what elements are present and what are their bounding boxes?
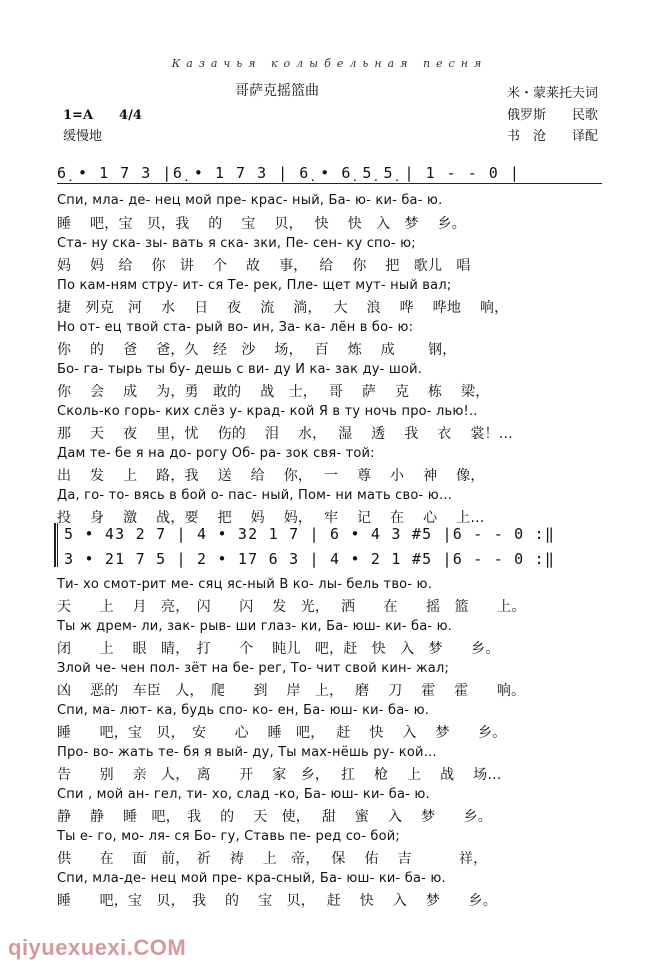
lyric-line: Спи, мла-де- нец мой пре- кра-сный, Ба- юш- ки- ба- ю.	[57, 871, 446, 886]
lyric-line: Но от- ец твой ста- рый во- ин, За- ка- лён в бо- ю:	[57, 320, 414, 335]
lyric-line: 睡 吧，宝 贝，我 的 宝 贝， 快 快 入 梦 乡。	[57, 216, 466, 232]
lyric-line: 供 在 面 前， 祈 祷 上 帝， 保 佑 吉 祥，	[57, 851, 488, 867]
origin-credit: 俄罗斯 民歌	[507, 108, 599, 123]
lyric-line: 睡 吧，宝 贝， 我 的 宝 贝， 赶 快 入 梦 乡。	[57, 893, 497, 909]
notation-line-3: 3 • 21 7 5 | 2 • 17 6 3 | 4 • 2 1 #5 |6 - - 0 :‖	[64, 550, 556, 568]
arranger-credit: 书 沧 译配	[507, 129, 599, 144]
lyric-line: Спи, мла- де- нец мой пре- крас- ный, Ба- ю- ки- ба- ю.	[57, 193, 443, 208]
lyric-line: Про- во- жать те- бя я вый- ду, Ты мах-нёшь ру- кой…	[57, 745, 437, 760]
lyric-line: 投 身 激 战，要 把 妈 妈， 牢 记 在 心 上…	[57, 510, 485, 526]
lyric-line: 告 别 亲 人， 离 开 家 乡， 扛 枪 上 战 场…	[57, 767, 502, 783]
lyric-line: 妈 妈 给 你 讲 个 故 事， 给 你 把 歌儿 唱	[57, 258, 471, 274]
notation-line-1: 6̣ • 1 7 3 |6̣ • 1 7 3 | 6̣ • 6̣ 5̣ 5̣ | 1 - - 0 |	[57, 164, 521, 182]
lyric-line: Да, го- то- вясь в бой о- пас- ный, Пом- ни мать сво- ю…	[57, 488, 453, 503]
lyric-line: Сколь-ко горь- ких слёз у- крад- кой Я в ту ночь про- лью!..	[57, 404, 478, 419]
lyric-line: 天 上 月 亮， 闪 闪 发 光， 洒 在 摇 篮 上。	[57, 599, 526, 615]
lyric-line: 出 发 上 路，我 送 给 你， 一 尊 小 神 像，	[57, 468, 485, 484]
title-russian: Казачья колыбельная песня	[171, 57, 488, 70]
lyric-line: Дам те- бе я на до- рогу Об- ра- зок свя- той:	[57, 446, 375, 461]
lyric-line: Спи , мой ан- гел, ти- хо, слад -ко, Ба- юш- ки- ба- ю.	[57, 787, 430, 802]
lyric-line: Злой че- чен пол- зёт на бе- рег, То- чит свой кин- жал;	[57, 661, 450, 676]
lyricist-credit: 米・蒙莱托夫词	[507, 86, 599, 101]
lyric-line: Ты ж дрем- ли, зак- рыв- ши глаз- ки, Ба- юш- ки- ба- ю.	[57, 619, 453, 634]
title-chinese: 哥萨克摇篮曲	[235, 83, 319, 99]
lyric-line: 睡 吧，宝 贝， 安 心 睡 吧， 赶 快 入 梦 乡。	[57, 725, 507, 741]
lyric-line: 凶 恶的 车臣 人， 爬 到 岸 上， 磨 刀 霍 霍 响。	[57, 683, 526, 699]
tempo-marking: 缓慢地	[63, 129, 103, 144]
site-watermark: qiyuexuexi.COM	[8, 935, 187, 960]
lyric-line: По кам-ням стру- ит- ся Те- рек, Пле- щет мут- ный вал;	[57, 278, 452, 293]
lyric-line: 静 静 睡 吧， 我 的 天 使， 甜 蜜 入 梦 乡。	[57, 809, 492, 825]
repeat-bracket-inner	[57, 523, 60, 567]
notation-line-2: 5 • 43 2 7 | 4 • 32 1 7 | 6 • 4 3 #5 |6 - - 0 :‖	[64, 525, 556, 543]
lyric-line: Бо- га- тырь ты бу- дешь с ви- ду И ка- зак ду- шой.	[57, 362, 423, 377]
lyric-line: 闭 上 眼 睛， 打 个 盹儿 吧，赶 快 入 梦 乡。	[57, 641, 500, 657]
lyric-line: 捷 列克 河 水 日 夜 流 淌， 大 浪 哗 哗地 响，	[57, 300, 509, 316]
key-signature: 1=A 4/4	[63, 108, 142, 123]
lyric-line: Ти- хо смот-рит ме- сяц яс-ный В ко- лы- бель тво- ю.	[57, 577, 433, 592]
lyric-line: Спи, ма- лют- ка, будь спо- ко- ен, Ба- юш- ки- ба- ю.	[57, 703, 430, 718]
lyric-line: Ты е- го, мо- ля- ся Бо- гу, Ставь пе- ред со- бой;	[57, 829, 401, 844]
notation-underline	[57, 183, 602, 184]
lyric-line: 你 会 成 为，勇 敢的 战 士， 哥 萨 克 栋 梁，	[57, 384, 490, 400]
lyric-line: 那 天 夜 里，忧 伤的 泪 水， 湿 透 我 衣 裳！…	[57, 426, 513, 442]
lyric-line: 你 的 爸 爸，久 经 沙 场， 百 炼 成 钢，	[57, 342, 457, 358]
lyric-line: Ста- ну ска- зы- вать я ска- зки, Пе- сен- ку спо- ю;	[57, 236, 416, 251]
